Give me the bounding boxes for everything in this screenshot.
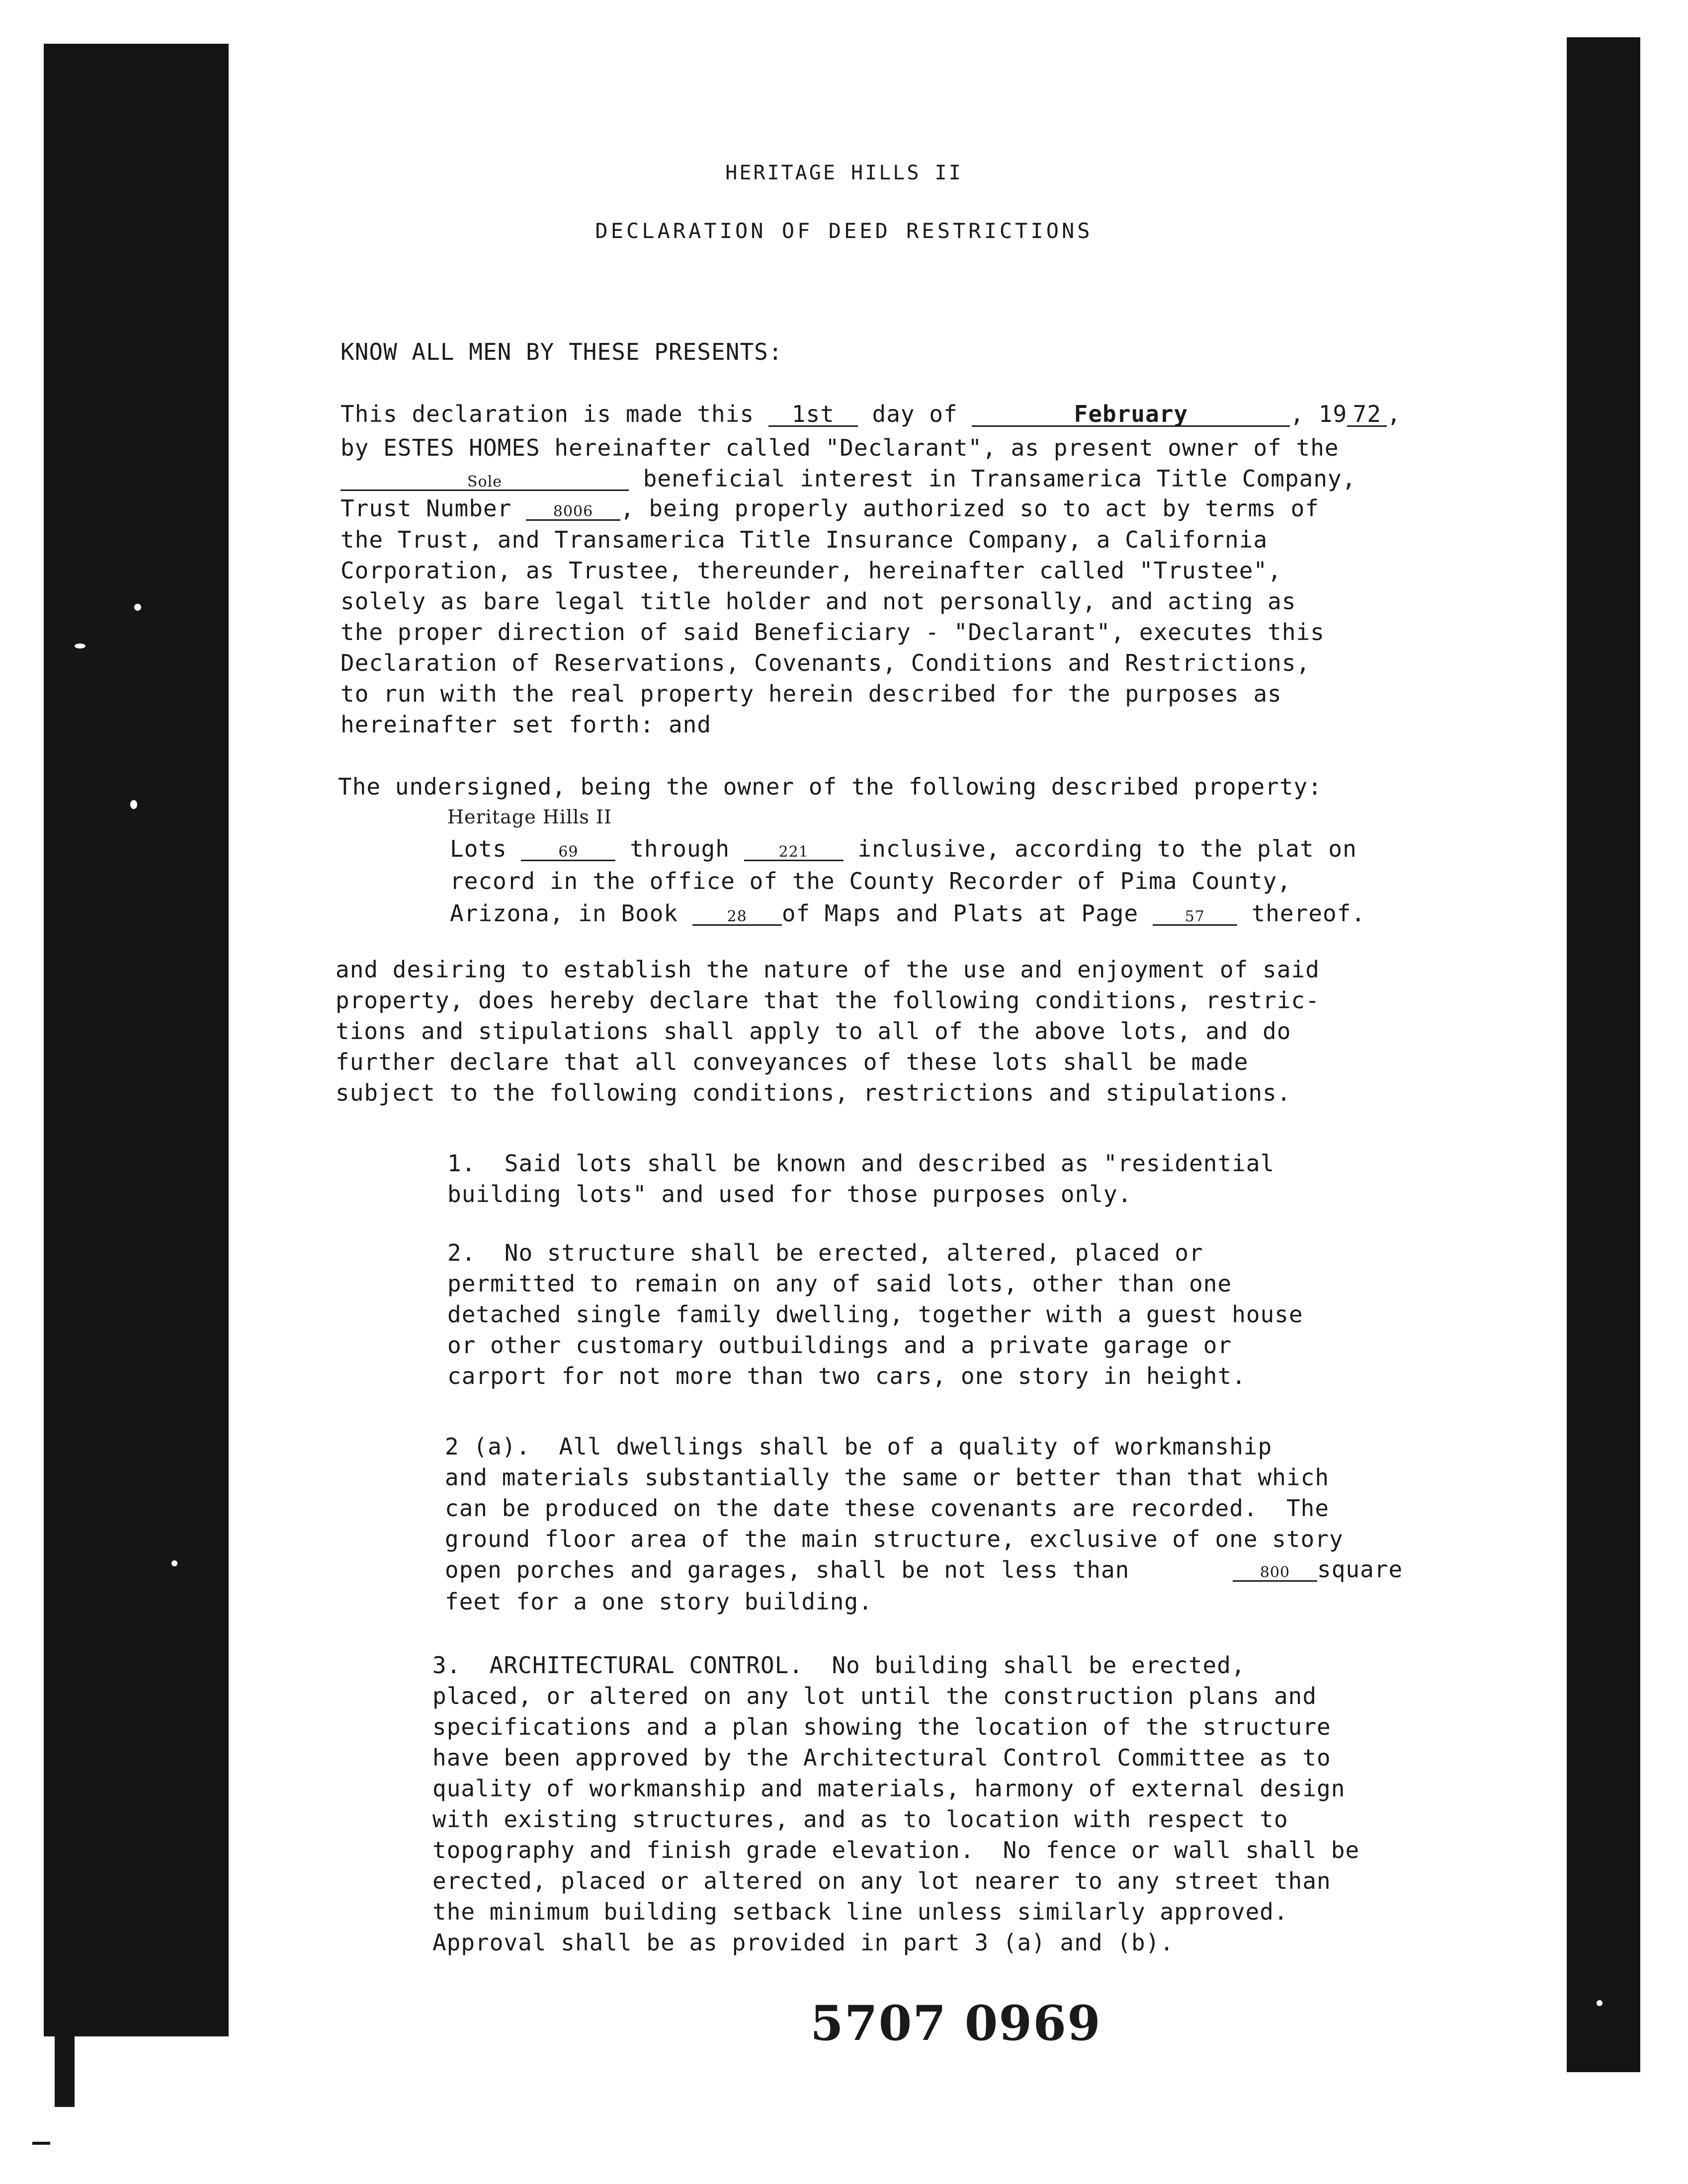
trust-label: Trust Number — [340, 495, 512, 522]
year-prefix: , 19 — [1290, 401, 1348, 427]
trust-number-field: 8006 — [526, 504, 620, 521]
square-feet-field: 800 — [1233, 1565, 1317, 1582]
scan-border-left — [44, 44, 229, 2036]
book-field: 28 — [692, 909, 782, 926]
year-field: 72 — [1347, 403, 1387, 427]
intro-line-3 — [340, 467, 1356, 491]
record-line: record in the office of the County Recorder of Pima County, — [450, 868, 1291, 894]
scan-border-right — [1567, 37, 1640, 2072]
intro-rest: the Trust, and Transamerica Title Insurance Company, a California Corporation, as Trustee, thereunder, hereinafter called "Trustee", solely as bare legal title holder and not personally, and acting as the proper direction of said Beneficiary - "Declarant", executes this Declaration of Reservations, Covenants, Conditions and Restrictions, to run with the real property herein described for the purposes as hereinafter set forth: and — [340, 526, 1325, 738]
day-field: 1st — [768, 403, 858, 427]
book-line — [450, 902, 1365, 926]
subdivision-handwritten: Heritage Hills II — [447, 806, 612, 828]
lots-rest: inclusive, according to the plat on — [857, 835, 1357, 862]
item-2a: 2 (a). All dwellings shall be of a quality of workmanship and materials substantially the same or better than that which can be produced on the date these covenants are recorded. The ground floor area of the main structure, exclusive of one story open porches and garages, shall be not less than — [445, 1433, 1344, 1583]
item-2a-area — [1233, 1558, 1403, 1582]
scan-speck — [134, 604, 141, 611]
scan-speck — [1597, 2000, 1603, 2006]
scan-mark — [32, 2142, 50, 2145]
page-label: of Maps and Plats at Page — [781, 900, 1139, 927]
opening-line: KNOW ALL MEN BY THESE PRESENTS: — [340, 338, 783, 365]
lots-from-field: 69 — [521, 845, 615, 861]
lots-line — [450, 837, 1357, 861]
square-label: square — [1317, 1556, 1403, 1583]
item-1: 1. Said lots shall be known and described as "residential building lots" and used for those purposes only. — [447, 1150, 1275, 1208]
intro-line-1 — [340, 403, 1401, 427]
lots-label: Lots — [450, 835, 507, 862]
item-3: 3. ARCHITECTURAL CONTROL. No building shall be erected, placed, or altered on any lot until the construction plans and specifications and a plan showing the location of the structure have been approved by the Architectural Control Committee as to quality of workmanship and materials, harmony of external design with existing structures, and as to location with respect to topography and finish grade elevation. No fence or wall shall be erected, placed or altered on any lot nearer to any street than the minimum building setback line unless similarly approved. Approval shall be as provided in part 3 (a) and (b). — [432, 1652, 1360, 1956]
document-title: DECLARATION OF DEED RESTRICTIONS — [595, 219, 1093, 243]
scan-border-left-tail — [55, 1993, 75, 2107]
through-label: through — [630, 835, 730, 862]
page-field: 57 — [1153, 909, 1237, 926]
intro-line-3-text: beneficial interest in Transamerica Title Company, — [643, 465, 1356, 492]
scan-speck — [75, 644, 85, 648]
desiring-paragraph: and desiring to establish the nature of the use and enjoyment of said property, does hereby declare that the following conditions, restric- tions and stipulations shall apply to all of the above lots, and do further declare that all conveyances of these lots shall be made subject to the following conditions, restrictions and stipulations. — [336, 956, 1320, 1106]
intro-line-2: by ESTES HOMES hereinafter called "Declarant", as present owner of the — [340, 434, 1339, 461]
subdivision-heading: HERITAGE HILLS II — [725, 162, 963, 184]
page-suffix: thereof. — [1251, 900, 1366, 927]
scan-speck — [130, 800, 137, 809]
lots-to-field: 221 — [744, 845, 844, 861]
month-field: February — [972, 403, 1290, 427]
sole-field: Sole — [340, 475, 629, 491]
year-suffix: , — [1387, 401, 1401, 427]
item-2: 2. No structure shall be erected, altered, placed or permitted to remain on any of said lots, other than one detached single family dwelling, together with a guest house or other customary outbuildings and a private garage or carport for not more than two cars, one story in height. — [447, 1239, 1303, 1389]
item-2a-end: feet for a one story building. — [445, 1588, 873, 1615]
scan-speck — [171, 1560, 177, 1566]
recording-stamp: 5707 0969 — [810, 1995, 1101, 2051]
book-prefix: Arizona, in Book — [450, 900, 678, 927]
intro-line-4-text: , being properly authorized so to act by terms of — [620, 495, 1320, 522]
property-lead: The undersigned, being the owner of the following described property: — [338, 773, 1322, 800]
day-of-label: day of — [872, 401, 958, 427]
intro-line-4 — [340, 497, 1319, 521]
intro-prefix: This declaration is made this — [340, 401, 755, 427]
